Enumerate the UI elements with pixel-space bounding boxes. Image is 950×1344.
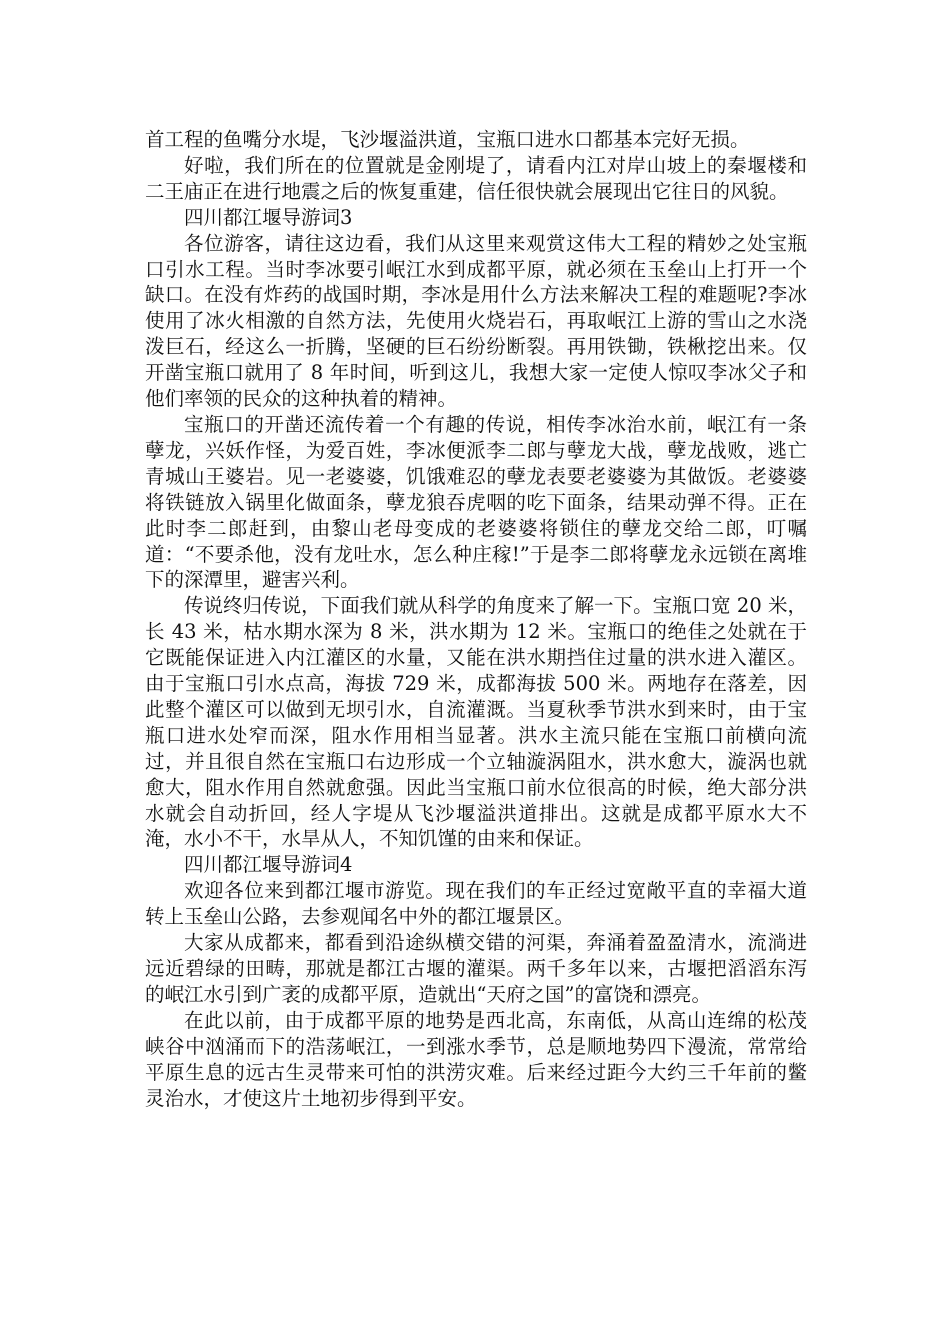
- document-page: [145, 127, 807, 1111]
- paragraph-science: 传说终归传说，下面我们就从科学的角度来了解一下。宝瓶口宽 20 米，长 43 米，枯水期水深为 8 米，洪水期为 12 米。宝瓶口的绝佳之处就在于它既能保证进入内江灌区的水量，又能在洪水期挡住过量的洪水进入灌区。由于宝瓶口引水点高，海拔 729 米，成都海拔 500 米。两地存在落差，因此整个灌区可以做到无坝引水，自流灌溉。当夏秋季节洪水到来时，由于宝瓶口进水处窄而深，阻水作用相当显著。洪水主流只能在宝瓶口前横向流过，并且很自然在宝瓶口右边形成一个立轴漩涡阻水，洪水愈大，漩涡也就愈大，阻水作用自然就愈强。因此当宝瓶口前水位很高的时候，绝大部分洪水就会自动折回，经人字堤从飞沙堰溢洪道排出。这就是成都平原水大不淹，水小不干，水旱从人，不知饥馑的由来和保证。: [145, 594, 807, 851]
- paragraph-jingangdi: 好啦，我们所在的位置就是金刚堤了，请看内江对岸山坡上的秦堰楼和二王庙正在进行地震之后的恢复重建，信任很快就会展现出它往日的风貌。: [145, 153, 807, 203]
- section-heading-4: 四川都江堰导游词4: [184, 853, 353, 877]
- paragraph-welcome: 欢迎各位来到都江堰市游览。现在我们的车正经过宽敞平直的幸福大道转上玉垒山公路，去参观闻名中外的都江堰景区。: [145, 879, 807, 929]
- paragraph-history: 在此以前，由于成都平原的地势是西北高，东南低，从高山连绵的松茂峡谷中汹涌而下的浩荡岷江，一到涨水季节，总是顺地势四下漫流，常常给平原生息的远古生灵带来可怕的洪涝灾难。后来经过距今大约三千年前的鳖灵治水，才使这片土地初步得到平安。: [145, 1008, 807, 1110]
- paragraph-legend: 宝瓶口的开凿还流传着一个有趣的传说，相传李冰治水前，岷江有一条孽龙，兴妖作怪，为爱百姓，李冰便派李二郎与孽龙大战，孽龙战败，逃亡青城山王婆岩。见一老婆婆，饥饿难忍的孽龙表要老婆婆为其做饭。老婆婆将铁链放入锅里化做面条，孽龙狼吞虎咽的吃下面条，结果动弹不得。正在此时李二郎赶到，由黎山老母变成的老婆婆将锁住的孽龙交给二郎，叮嘱道：“不要杀他，没有龙吐水，怎么种庄稼!”于是李二郎将孽龙永远锁在离堆下的深潭里，避害兴利。: [145, 412, 807, 592]
- section-heading-3: 四川都江堰导游词3: [184, 205, 353, 229]
- paragraph-continuation: 首工程的鱼嘴分水堤，飞沙堰溢洪道，宝瓶口进水口都基本完好无损。: [145, 128, 750, 151]
- paragraph-canals: 大家从成都来，都看到沿途纵横交错的河渠，奔涌着盈盈清水，流淌进远近碧绿的田畴，那就是都江古堰的灌渠。两千多年以来，古堰把滔滔东泻的岷江水引到广袤的成都平原，造就出“天府之国”的富饶和漂亮。: [145, 931, 807, 1006]
- paragraph-baopingkou-intro: 各位游客，请往这边看，我们从这里来观赏这伟大工程的精妙之处宝瓶口引水工程。当时李冰要引岷江水到成都平原，就必须在玉垒山上打开一个缺口。在没有炸药的战国时期，李冰是用什么方法来解决工程的难题呢?李冰使用了冰火相激的自然方法，先使用火烧岩石，再取岷江上游的雪山之水浇泼巨石，经这么一折腾，坚硬的巨石纷纷断裂。再用铁锄，铁楸挖出来。仅开凿宝瓶口就用了 8 年时间，听到这儿，我想大家一定使人惊叹李冰父子和他们率领的民众的这种执着的精神。: [145, 231, 807, 411]
